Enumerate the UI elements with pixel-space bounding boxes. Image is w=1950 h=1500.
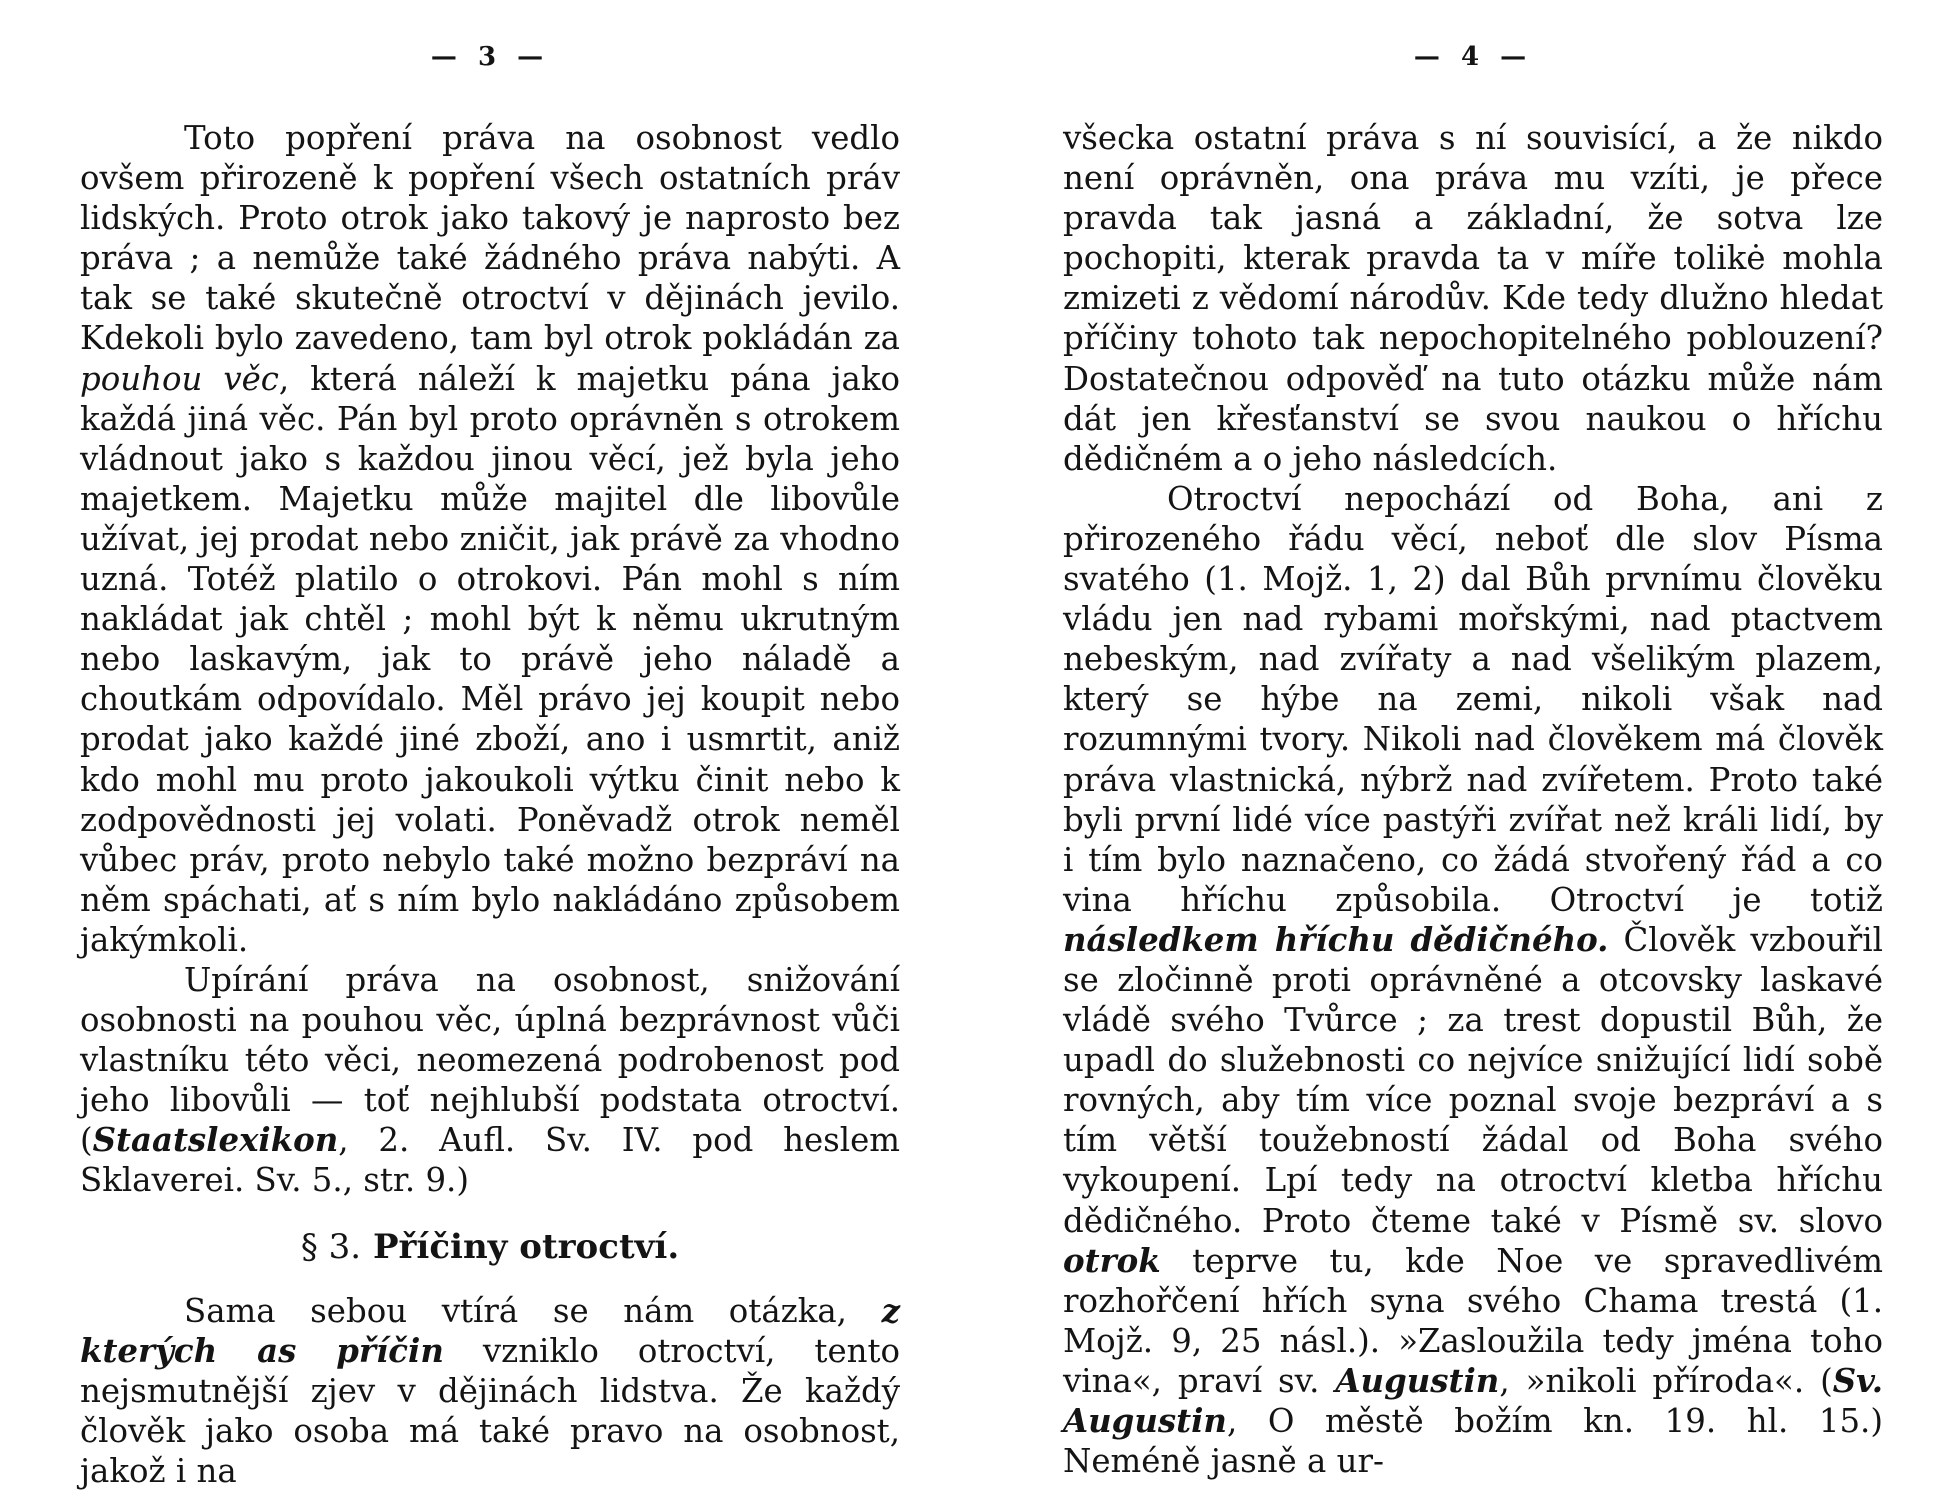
emphasis: Sv. Augustin xyxy=(1063,1361,1883,1440)
text-run: vzniklo otroctví, tento nejsmutnější zjev v dějinách lidstva. Že každý člověk jako osoba má také pravo na osobnost, jakož i na xyxy=(80,1331,900,1490)
text-run: , »nikoli příroda«. ( xyxy=(1499,1361,1833,1400)
paragraph xyxy=(80,960,900,1201)
emphasis: otrok xyxy=(1063,1241,1161,1280)
text-run: všecka ostatní práva s ní souvisící, a že nikdo není oprávněn, ona práva mu vzíti, je přece pravda tak jasná a základní, že sotva lze pochopiti, kterak pravda ta v míře tolikė mohla zmizeti z vědomí národův. Kde tedy dlužno hledat příčiny tohoto tak nepochopitelného poblouzení? Dostatečnou odpověď na tuto otázku může nám dát jen křesťanství se svou naukou o hříchu dědičném a o jeho následcích. xyxy=(1063,119,1883,478)
paragraph xyxy=(1063,118,1883,479)
section-title: Příčiny otroctví. xyxy=(372,1226,680,1267)
paragraph xyxy=(80,1291,900,1491)
page-right xyxy=(1063,0,1883,1500)
text-run: Člověk vzbouřil se zločinně proti oprávněné a otcovsky laskavé vládě svého Tvůrce ; za trest dopustil Bůh, že upadl do služebnosti co nejvíce snižující lidí sobě rovných, aby tím více poznal svoje bezpráví a s tím větší toužebností žádal od Boha svého vykoupení. Lpí tedy na otroctví kletba hříchu dědičného. Proto čteme také v Písmě sv. slovo xyxy=(1063,920,1883,1240)
text-run: , O městě božím kn. 19. hl. 15.) Neméně jasně a ur- xyxy=(1063,1402,1883,1481)
text-run: teprve tu, kde Noe ve spravedlivém rozhořčení hřích syna svého Chama trestá (1. Mojž. 9, 25 násl.). »Zasloužila tedy jména toho vina«, praví sv. xyxy=(1063,1241,1883,1400)
text-run: Toto popření práva na osobnost vedlo ovšem přirozeně k popření všech ostatních práv lidských. Proto otrok jako takový je naprosto bez práva ; a nemůže také žádného práva nabýti. A tak se také skutečně otroctví v dějinách jevilo. Kdekoli bylo zavedeno, tam byl otrok pokládán za xyxy=(80,119,900,358)
page-number: — 4 — xyxy=(1413,42,1533,72)
page-text xyxy=(1063,118,1883,1481)
emphasis: z kterých as příčin xyxy=(80,1291,900,1370)
emphasis: Staatslexikon xyxy=(92,1121,339,1160)
text-run: , která náleží k majetku pána jako každá jiná věc. Pán byl proto oprávněn s otrokem vládnout jako s každou jinou věcí, jež byla jeho majetkem. Majetku může majitel dle libovůle užívat, jej prodat nebo zničit, jak právě za vhodno uzná. Totéž platilo o otrokovi. Pán mohl s ním nakládat jak chtěl ; mohl být k němu ukrutným nebo laskavým, jak to právě jeho náladě a choutkám odpovídalo. Měl právo jej koupit nebo prodat jako každé jiné zboží, ano i usmrtit, aniž kdo mohl mu proto jakoukoli výtku činit nebo k zodpovědnosti jej volati. Poněvadž otrok neměl vůbec práv, proto nebylo také možno bezpráví na něm spáchati, ať s ním bylo nakládáno způsobem jakýmkoli. xyxy=(80,359,900,959)
section-number: § 3. xyxy=(300,1226,362,1267)
text-run: Otroctví nepochází od Boha, ani z přirozeného řádu věcí, neboť dle slov Písma svatého (1. Mojž. 1, 2) dal Bůh prvnímu člověku vládu jen nad rybami mořskými, nad ptactvem nebeským, nad zvířaty a nad všelikým plazem, který se hýbe na zemi, nikoli však nad rozumnými tvory. Nikoli nad člověkem má člověk práva vlastnická, nýbrž nad zvířetem. Proto také byli první lidé více pastýři zvířat než králi lidí, by i tím bylo naznačeno, co žádá stvořený řád a co vina hříchu způsobila. Otroctví je totiž xyxy=(1063,479,1883,919)
emphasis: pouhou věc xyxy=(80,359,279,398)
text-run: Sama sebou vtírá se nám otázka, xyxy=(184,1291,882,1330)
page-text xyxy=(80,118,900,1491)
section-heading xyxy=(80,1225,900,1269)
text-run: Upírání práva na osobnost, snižování osobnosti na pouhou věc, úplná bezprávnost vůči vlastníku této věci, neomezená podrobenost pod jeho libovůli — toť nejhlubší podstata otroctví. ( xyxy=(80,960,900,1160)
emphasis: Augustin xyxy=(1335,1361,1500,1400)
paragraph xyxy=(1063,479,1883,1481)
paragraph xyxy=(80,118,900,960)
text-run: , 2. Aufl. Sv. IV. pod heslem Sklaverei. Sv. 5., str. 9.) xyxy=(80,1121,900,1200)
page-number: — 3 — xyxy=(430,42,550,72)
page-left xyxy=(80,0,900,1500)
emphasis: následkem hříchu dědičného. xyxy=(1063,920,1609,959)
